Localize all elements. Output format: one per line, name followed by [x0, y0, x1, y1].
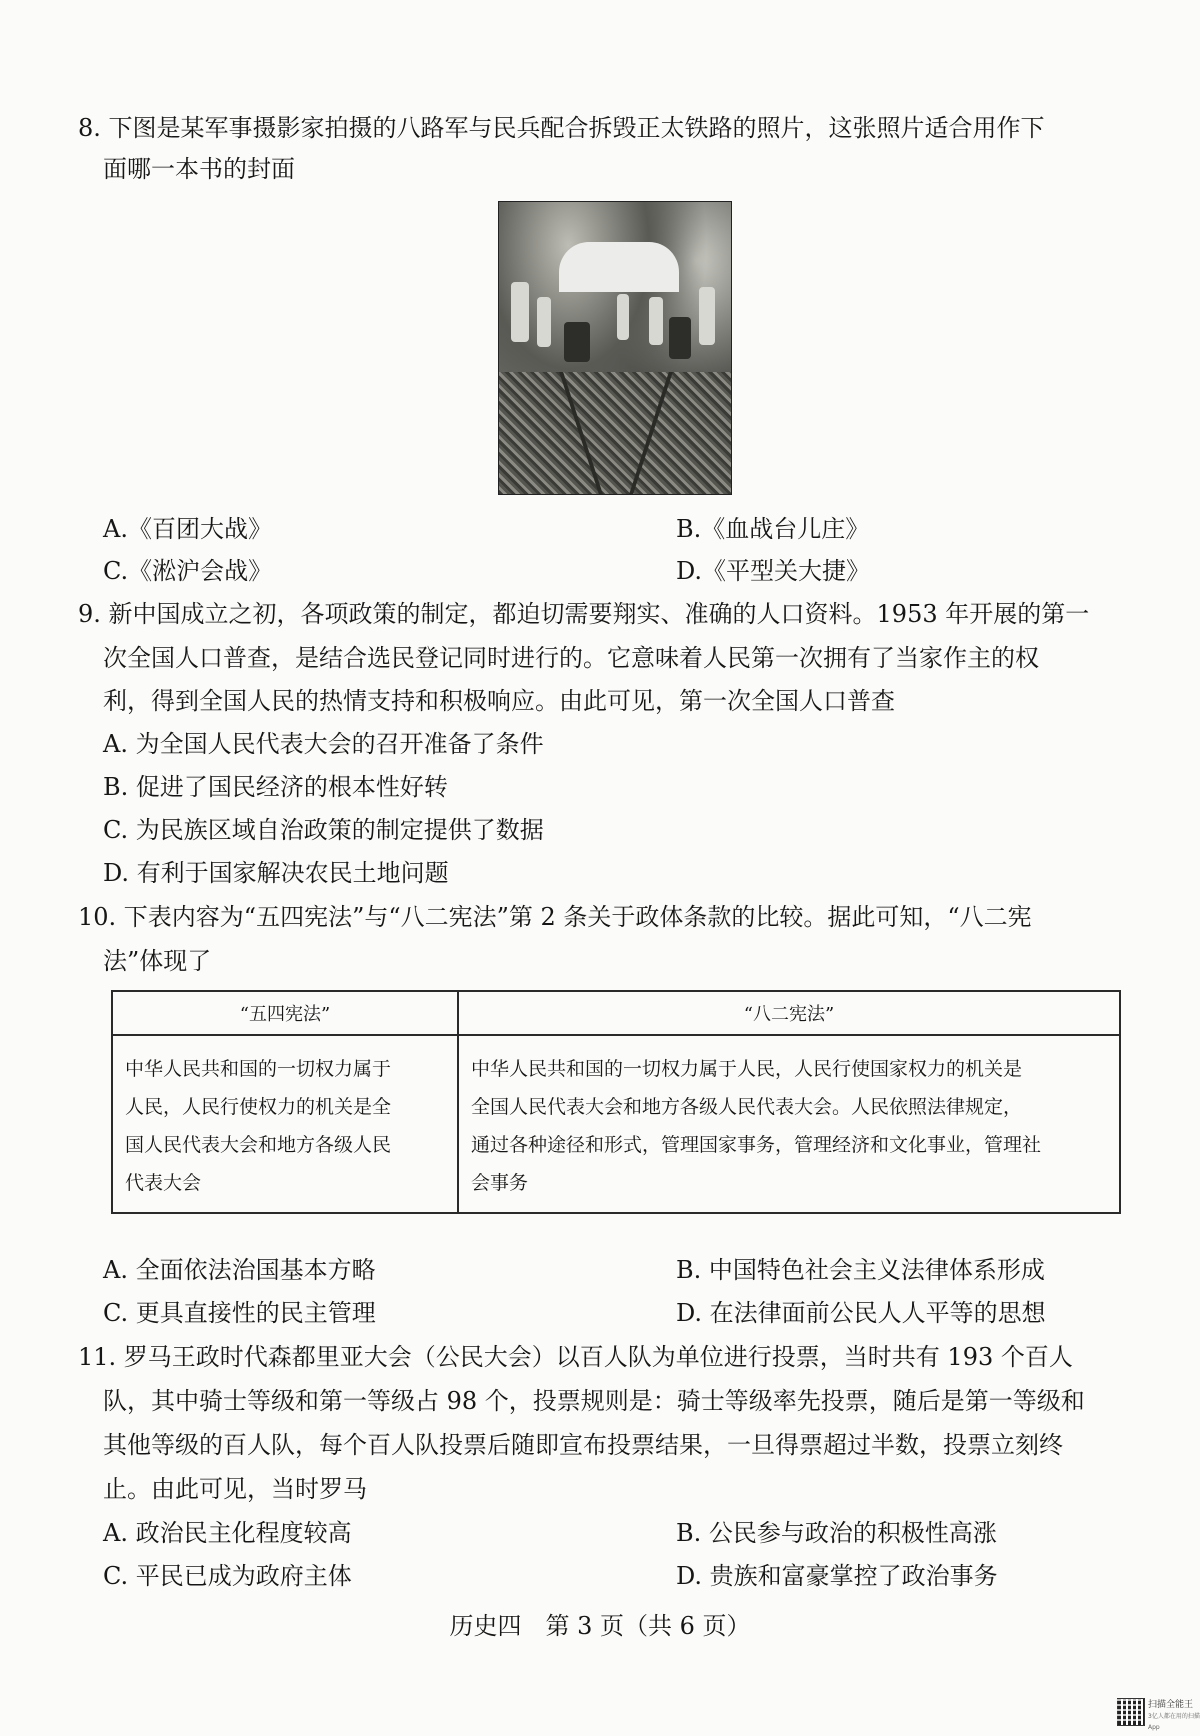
cell-1982-line: 通过各种途径和形式，管理国家事务，管理经济和文化事业，管理社: [471, 1134, 1042, 1156]
cell-1982-line: 全国人民代表大会和地方各级人民代表大会。人民依照法律规定，: [471, 1096, 1023, 1118]
q8-option-c: C.《淞沪会战》: [103, 557, 273, 585]
q8-stem-line1: 8. 下图是某军事摄影家拍摄的八路军与民兵配合拆毁正太铁路的照片，这张照片适合用作下: [78, 114, 1045, 142]
table-cell-1982: [458, 1035, 1120, 1213]
table-header-1982: “八二宪法”: [458, 991, 1120, 1035]
table-header-1954: “五四宪法”: [112, 991, 458, 1035]
q11-option-d: D. 贵族和富豪掌控了政治事务: [676, 1562, 998, 1590]
qr-code-overlay: [1117, 1698, 1143, 1724]
watermark-sub: 3亿人都在用的扫描App: [1148, 1713, 1200, 1731]
q11-stem-line1: 11. 罗马王政时代森都里亚大会（公民大会）以百人队为单位进行投票，当时共有 193 个百人: [78, 1343, 1073, 1371]
q9-option-b: B. 促进了国民经济的根本性好转: [103, 773, 448, 801]
cell-1982-line: 中华人民共和国的一切权力属于人民，人民行使国家权力的机关是: [471, 1058, 1023, 1080]
railway-sabotage-photo: [498, 201, 732, 495]
q11-stem-line3: 其他等级的百人队，每个百人队投票后随即宣布投票结果，一旦得票超过半数，投票立刻终: [103, 1431, 1063, 1459]
q10-stem-line1: 10. 下表内容为“五四宪法”与“八二宪法”第 2 条关于政体条款的比较。据此可知，“八二宪: [78, 903, 1032, 931]
q11-stem-line4: 止。由此可见，当时罗马: [103, 1475, 367, 1503]
q11-stem-line2: 队，其中骑士等级和第一等级占 98 个，投票规则是：骑士等级率先投票，随后是第一等级和: [103, 1387, 1085, 1415]
q11-option-b: B. 公民参与政治的积极性高涨: [676, 1519, 997, 1547]
q9-stem-line1: 9. 新中国成立之初，各项政策的制定，都迫切需要翔实、准确的人口资料。1953 年开展的第一: [78, 600, 1090, 628]
q10-stem-line2: 法”体现了: [103, 947, 212, 975]
watermark-brand: 扫描全能王: [1148, 1700, 1194, 1710]
cell-1954-line: 国人民代表大会和地方各级人民: [125, 1134, 392, 1156]
q8-option-d: D.《平型关大捷》: [676, 557, 871, 585]
q10-option-b: B. 中国特色社会主义法律体系形成: [676, 1256, 1045, 1284]
q11-option-a: A. 政治民主化程度较高: [103, 1519, 352, 1547]
page-footer: 历史四 第 3 页（共 6 页）: [449, 1612, 751, 1640]
cell-1982-line: 会事务: [471, 1172, 529, 1194]
q9-option-d: D. 有利于国家解决农民土地问题: [103, 859, 449, 887]
q8-option-b: B.《血战台儿庄》: [676, 515, 870, 543]
cell-1954-line: 人民，人民行使权力的机关是全: [125, 1096, 392, 1118]
q9-stem-line2: 次全国人口普查，是结合选民登记同时进行的。它意味着人民第一次拥有了当家作主的权: [103, 644, 1039, 672]
scanner-watermark: [1148, 1700, 1200, 1733]
q10-option-a: A. 全面依法治国基本方略: [103, 1256, 376, 1284]
q10-option-d: D. 在法律面前公民人人平等的思想: [676, 1299, 1046, 1327]
q8-option-a: A.《百团大战》: [103, 515, 272, 543]
cell-1954-line: 中华人民共和国的一切权力属于: [125, 1058, 392, 1080]
cell-1954-line: 代表大会: [125, 1172, 202, 1194]
table-cell-1954: [112, 1035, 458, 1213]
q8-stem-line2: 面哪一本书的封面: [103, 155, 295, 183]
q11-option-c: C. 平民已成为政府主体: [103, 1562, 352, 1590]
q9-option-c: C. 为民族区域自治政策的制定提供了数据: [103, 816, 544, 844]
q10-option-c: C. 更具直接性的民主管理: [103, 1299, 376, 1327]
q9-option-a: A. 为全国人民代表大会的召开准备了条件: [103, 730, 544, 758]
constitution-comparison-table: [111, 990, 1121, 1214]
q9-stem-line3: 利，得到全国人民的热情支持和积极响应。由此可见，第一次全国人口普查: [103, 687, 895, 715]
